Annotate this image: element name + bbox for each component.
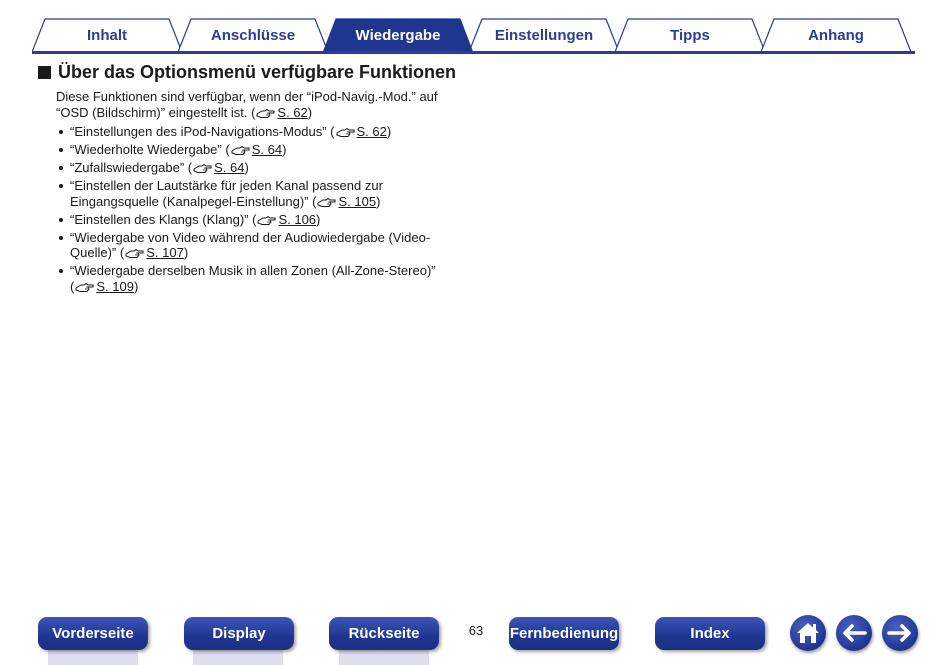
page-link[interactable]: S. 106 <box>278 211 317 227</box>
list-item-text: “Einstellen der Lautstärke für jeden Kanal passend zur Eingangsquelle (Kanalpegel-Einstellung)” <box>70 178 383 209</box>
list-item-text: “Zufallswiedergabe” <box>70 160 185 175</box>
hand-pointer-icon <box>336 126 356 142</box>
list-item-text: “Wiedergabe derselben Musik in allen Zonen (All-Zone-Stereo)” <box>70 263 436 278</box>
list-item-text: “Einstellungen des iPod-Navigations-Modus” <box>70 124 327 139</box>
page-reference: ( S. 64) <box>225 142 286 157</box>
section-heading-text: Über das Optionsmenü verfügbare Funktionen <box>58 62 457 82</box>
section-content <box>56 89 456 297</box>
tab-inhalt[interactable]: Inhalt <box>87 27 127 44</box>
list-item <box>56 124 456 142</box>
tab-baseline <box>32 51 915 54</box>
intro-text: Diese Funktionen sind verfügbar, wenn der “iPod-Navig.-Mod.” auf “OSD (Bildschirm)” eingestellt ist. <box>56 89 438 120</box>
page-reference: ( S. 64) <box>188 160 249 175</box>
list-item-text: “Wiederholte Wiedergabe” <box>70 142 222 157</box>
function-list <box>56 124 456 296</box>
display-button[interactable]: Display <box>184 617 294 650</box>
list-item-text: “Wiedergabe von Video während der Audiowiedergabe (Video-Quelle)” <box>70 229 431 260</box>
home-button[interactable] <box>790 615 826 651</box>
rear-panel-button[interactable]: Rückseite <box>329 617 439 650</box>
page-link[interactable]: S. 62 <box>356 124 387 139</box>
tab-bar <box>32 18 915 54</box>
page-reference: ( S. 109) <box>70 279 138 294</box>
button-shadow <box>48 650 138 665</box>
page-link[interactable]: S. 105 <box>338 193 377 209</box>
remote-control-button[interactable]: Fernbedienung <box>509 617 619 650</box>
list-item <box>56 230 456 263</box>
intro-paragraph <box>56 89 456 122</box>
list-item-text: “Einstellen des Klangs (Klang)” <box>70 211 249 227</box>
button-shadow <box>193 650 283 665</box>
next-page-button[interactable] <box>882 615 918 651</box>
heading-square-icon <box>38 66 51 79</box>
tab-wiedergabe[interactable]: Wiedergabe <box>355 27 441 44</box>
index-button[interactable]: Index <box>655 617 765 650</box>
list-item <box>56 160 456 178</box>
page-link[interactable]: S. 109 <box>96 278 134 294</box>
page-number: 63 <box>468 623 484 638</box>
list-item <box>56 263 456 296</box>
hand-pointer-icon <box>317 196 337 212</box>
button-shadow <box>339 650 429 665</box>
hand-pointer-icon <box>257 214 277 230</box>
page-reference: ( S. 106) <box>252 212 320 227</box>
home-icon <box>795 621 821 645</box>
page-link[interactable]: S. 107 <box>146 245 184 260</box>
hand-pointer-icon <box>193 162 213 178</box>
tab-einstellungen[interactable]: Einstellungen <box>494 27 594 44</box>
hand-pointer-icon <box>231 144 251 160</box>
list-item <box>56 142 456 160</box>
page-link[interactable]: S. 64 <box>214 160 245 175</box>
section-heading <box>38 62 456 83</box>
list-item <box>56 178 456 211</box>
arrow-right-icon <box>887 623 913 643</box>
page-link[interactable]: S. 62 <box>277 104 308 120</box>
previous-page-button[interactable] <box>836 615 872 651</box>
hand-pointer-icon <box>125 247 145 263</box>
tab-anhang[interactable]: Anhang <box>808 27 864 44</box>
page-reference: ( S. 105) <box>312 194 380 209</box>
front-panel-button[interactable]: Vorderseite <box>38 617 148 650</box>
tab-anschluesse[interactable]: Anschlüsse <box>210 27 296 44</box>
list-item <box>56 212 456 230</box>
tab-tipps[interactable]: Tipps <box>670 27 710 44</box>
page-reference: ( S. 62) <box>251 105 312 120</box>
arrow-left-icon <box>841 623 867 643</box>
page-reference: ( S. 107) <box>120 245 188 260</box>
hand-pointer-icon <box>256 107 276 123</box>
page-link[interactable]: S. 64 <box>251 142 283 157</box>
page-reference: ( S. 62) <box>330 124 391 139</box>
hand-pointer-icon <box>75 281 95 297</box>
